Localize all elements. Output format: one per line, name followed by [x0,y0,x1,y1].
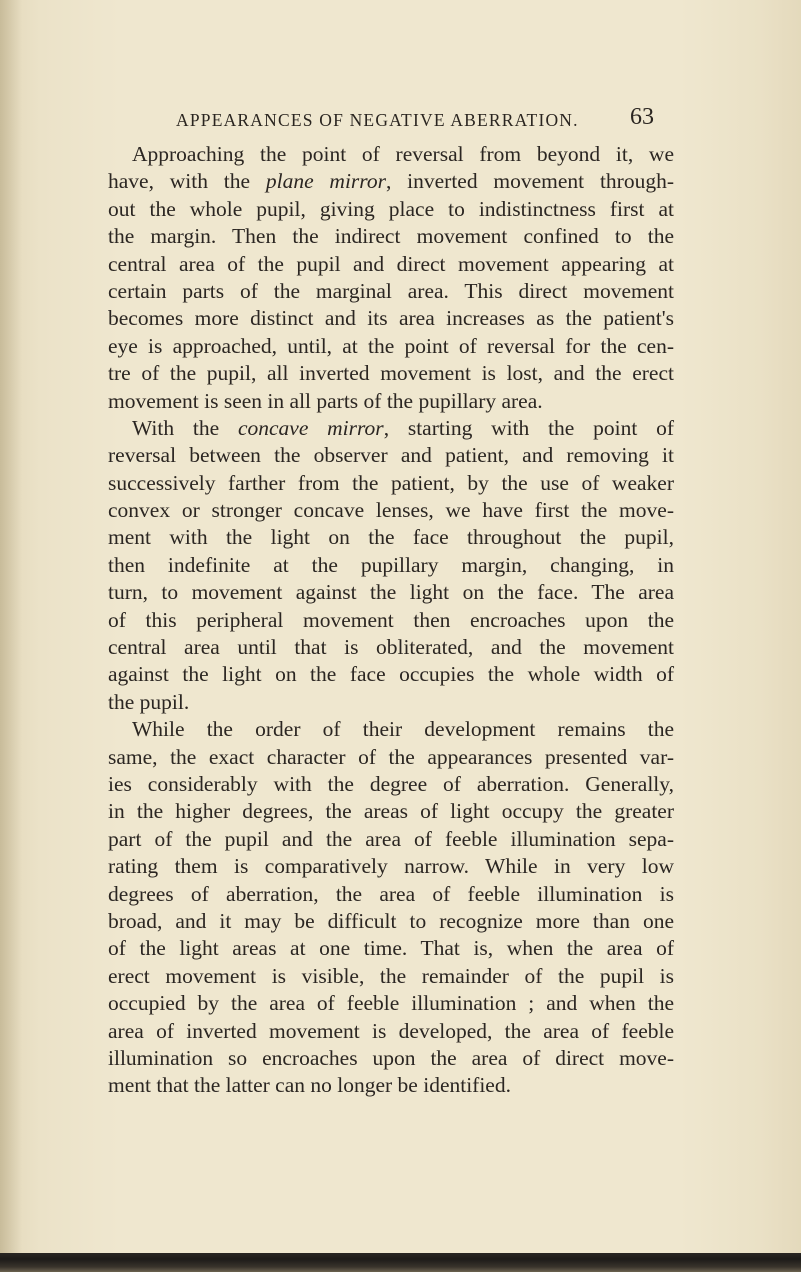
page-number: 63 [630,104,654,130]
text-line: have, with the plane mirror, inverted movement through- [108,169,674,194]
text-line: out the whole pupil, giving place to indistinctness first at [108,196,674,221]
running-head-title: APPEARANCES OF NEGATIVE ABERRATION. [176,110,579,130]
text-line: area of inverted movement is developed, the area of feeble [108,1018,674,1043]
text-line: the margin. Then the indirect movement confined to the [108,224,674,249]
text-line: against the light on the face occupies the whole width of [108,662,674,687]
text-line: Approaching the point of reversal from beyond it, we [132,142,674,166]
text-line: ment with the light on the face throughout the pupil, [108,525,674,550]
body-text [108,141,674,1100]
text-line: the pupil. [108,689,190,714]
text-line: of the light areas at one time. That is, when the area of [108,936,674,961]
text-line: occupied by the area of feeble illumination ; and when the [108,991,674,1016]
text-line: reversal between the observer and patient, and removing it [108,443,674,468]
running-head [0,104,801,134]
text-line: becomes more distinct and its area increases as the patient's [108,306,674,331]
text-line: ies considerably with the degree of aberration. Generally, [108,771,674,796]
text-line: degrees of aberration, the area of feeble illumination is [108,881,674,906]
text-line: then indefinite at the pupillary margin, changing, in [108,552,674,577]
text-line: certain parts of the marginal area. This direct movement [108,278,674,303]
page-bottom-edge [0,1253,801,1272]
text-line: rating them is comparatively narrow. While in very low [108,854,674,879]
text-line: same, the exact character of the appearances presented var- [108,744,674,769]
text-line: ment that the latter can no longer be identified. [108,1073,511,1098]
text-line: central area until that is obliterated, and the movement [108,635,674,660]
text-line: successively farther from the patient, by the use of weaker [108,470,674,495]
text-line: illumination so encroaches upon the area of direct move- [108,1045,674,1070]
text-line: With the concave mirror, starting with the point of [132,415,674,440]
text-line: part of the pupil and the area of feeble illumination sepa- [108,826,674,851]
text-line: turn, to movement against the light on the face. The area [108,580,674,605]
gutter-shadow [0,0,22,1272]
text-line: in the higher degrees, the areas of light occupy the greater [108,799,674,824]
text-line: erect movement is visible, the remainder of the pupil is [108,963,674,988]
text-line: central area of the pupil and direct movement appearing at [108,251,674,276]
text-line: movement is seen in all parts of the pupillary area. [108,388,543,413]
text-line: tre of the pupil, all inverted movement is lost, and the erect [108,361,674,386]
text-line: convex or stronger concave lenses, we have first the move- [108,498,674,523]
text-line: broad, and it may be difficult to recognize more than one [108,908,674,933]
text-line: While the order of their development remains the [132,717,674,742]
text-line: of this peripheral movement then encroaches upon the [108,607,674,632]
text-line: eye is approached, until, at the point of reversal for the cen- [108,333,674,358]
